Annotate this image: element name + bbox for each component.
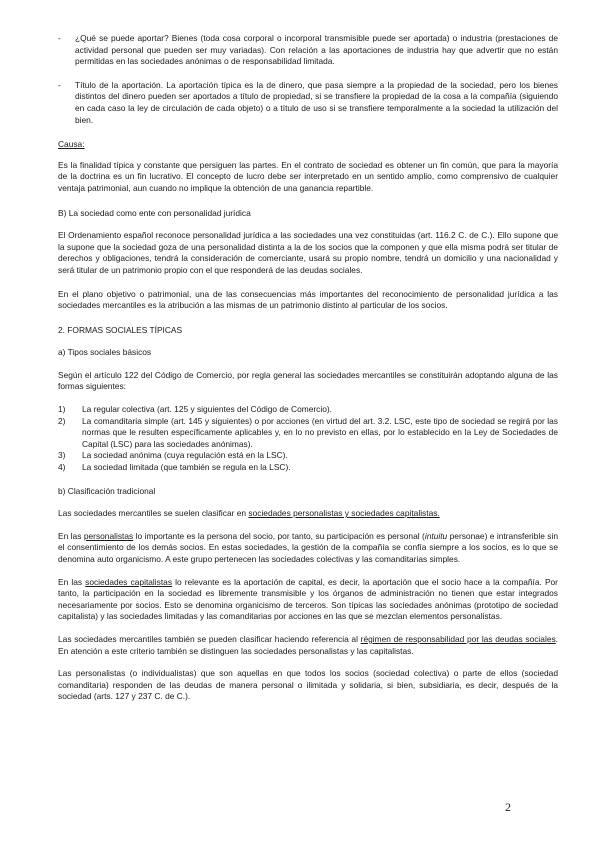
personalistas-paragraph [58, 531, 558, 566]
list-item-text: La sociedad limitada (que también se regula en la LSC). [82, 462, 291, 473]
bullet-mark: - [58, 79, 61, 90]
plano-objetivo-paragraph: En el plano objetivo o patrimonial, una de las consecuencias más importantes del reconocimiento de personalidad jurídica a las sociedades mercantiles es la atribución a las mismas de un patrimonio distinto al particular de los socios. [58, 288, 558, 311]
list-item-text: La sociedad anónima (cuya regulación está en la LSC). [82, 450, 288, 461]
segun-paragraph: Según el artículo 122 del Código de Comercio, por regla general las sociedades mercantiles se constituirán adoptando alguna de las formas siguientes: [58, 369, 558, 392]
underlined-term-regimen: régimen de responsabilidad por las deudas sociales [360, 633, 556, 644]
list-item-number: 2) [58, 415, 66, 426]
list-item [58, 450, 558, 462]
formas-sociales-heading: 2. FORMAS SOCIALES TÍPICAS [58, 324, 183, 335]
list-item-text: La regular colectiva (art. 125 y siguientes del Código de Comercio). [82, 404, 332, 415]
text-run: lo importante es la persona del socio, por tanto, su participación es personal ( [133, 530, 425, 541]
list-item [58, 462, 558, 474]
personalistas-individualistas-paragraph: Las personalistas (o individualistas) que son aquellas en que todos los socios (sociedad colectiva) o parte de ellos (sociedad comanditaria) responden de las deudas de manera personal o ilimitada y solidaria, si bien, subsidiaria, es decir, después de la sociedad (arts. 127 y 237 C. de C.). [58, 668, 558, 702]
document-body [58, 33, 558, 703]
tipos-sociales-heading: a) Tipos sociales básicos [58, 347, 152, 358]
clasifican-text: Las sociedades mercantiles se suelen clasificar en [58, 508, 249, 519]
text-run: En las [58, 530, 84, 541]
regimen-paragraph [58, 634, 558, 657]
text-run: En las [58, 576, 86, 587]
ordenamiento-paragraph: El Ordenamiento español reconoce personalidad jurídica a las sociedades una vez constituidas (art. 116.2 C. de C.). Ello supone que la supone que la sociedad goza de una personalidad distinta a la de los socios que la componen y que ella misma podrá ser titular de derechos y obligaciones, tendrá la consideración de comerciante, usará su propio nombre, tendrá un domicilio y una nacionalidad y será titular de un patrimonio propio con el que responderá de las deudas sociales. [58, 230, 558, 275]
capitalistas-paragraph [58, 577, 558, 623]
bullet-text: ¿Qué se puede aportar? Bienes (toda cosa corporal o incorporal transmisible puede ser aportada) o industria (prestaciones de actividad personal que pueden ser muy variadas). Con relación a las aportaciones de industria hay que advertir que no están permitidas en las sociedades anónimas o de responsabilidad limitada. [75, 33, 558, 67]
list-item-number: 3) [58, 450, 66, 461]
page-number: 2 [505, 800, 511, 814]
text-run: Las sociedades mercantiles también se pueden clasificar haciendo referencia al [58, 633, 361, 644]
list-item-number: 1) [58, 404, 66, 415]
italic-term-intuitu: intuitu [424, 530, 448, 541]
list-item [58, 416, 558, 451]
clasifican-underlined-term: sociedades personalistas y sociedades capitalistas. [248, 508, 440, 519]
list-item-text: La comanditaria simple (art. 145 y siguientes) o por acciones (en virtud del art. 3.2. LSC, este tipo de sociedad se regirá por las normas que le resulten específicamente aplicables y, en lo no previsto en ellas, por lo establecido en la Ley de Sociedades de Capital (LSC) para las sociedades anónimas). [82, 415, 558, 449]
formas-list [58, 404, 558, 474]
causa-paragraph: Es la finalidad típica y constante que persiguen las partes. En el contrato de sociedad es obtener un fin común, que para la mayoría de la doctrina es un fin lucrativo. El concepto de lucro debe ser interpretado en un sentido amplio, como comprensivo de cualquier ventaja patrimonial, aun cuando no implique la obtención de una ganancia repartible. [58, 159, 558, 193]
section-b-heading: B) La sociedad como ente con personalidad jurídica [58, 207, 251, 218]
bullet-item-titulo-aportacion [58, 80, 558, 126]
clasificacion-heading: b) Clasificación tradicional [58, 485, 156, 496]
list-item [58, 404, 558, 416]
text-run: . En atención a este criterio también se distinguen las sociedades personalistas y las capitalistas. [58, 633, 558, 656]
bullet-text: Título de la aportación. La aportación típica es la de dinero, que pasa siempre a la propiedad de la sociedad, pero los bienes distintos del dinero pueden ser aportados a título de propiedad, si se transfiere la propiedad de la cosa a la compañía (siguiendo en cada caso la ley de circulación de cada objeto) o a título de uso si se transfiere temporalmente a la sociedad la utilización del bien. [75, 79, 558, 125]
text-run: lo relevante es la aportación de capital, es decir, la aportación que el socio hace a la compañía. Por tanto, la participación en la sociedad es libremente transmisible y los órganos de administración no tienen que estar integrados necesariamente por socios. Esto se denomina organicismo de terceros. Son típicas las sociedades anónimas (prototipo de sociedad capitalista) y las sociedades limitadas y las comanditarias por acciones en las que se mezclan elementos personalistas. [58, 576, 558, 622]
causa-heading: Causa: [58, 139, 85, 150]
bullet-mark: - [58, 33, 61, 43]
underlined-term-personalistas: personalistas [83, 530, 134, 541]
text-run: personae) e intransferible sin el consentimiento de los demás socios. En estas sociedades, la gestión de la compañía se confía siempre a los socios, es lo que se denomina auto organicismo. A este grupo pertenecen las sociedades colectivas y las comanditarias simples. [58, 530, 558, 564]
bullet-item-que-aportar [58, 33, 558, 68]
clasifican-paragraph [58, 508, 558, 520]
underlined-term-capitalistas: sociedades capitalistas [85, 576, 173, 587]
list-item-number: 4) [58, 462, 66, 473]
